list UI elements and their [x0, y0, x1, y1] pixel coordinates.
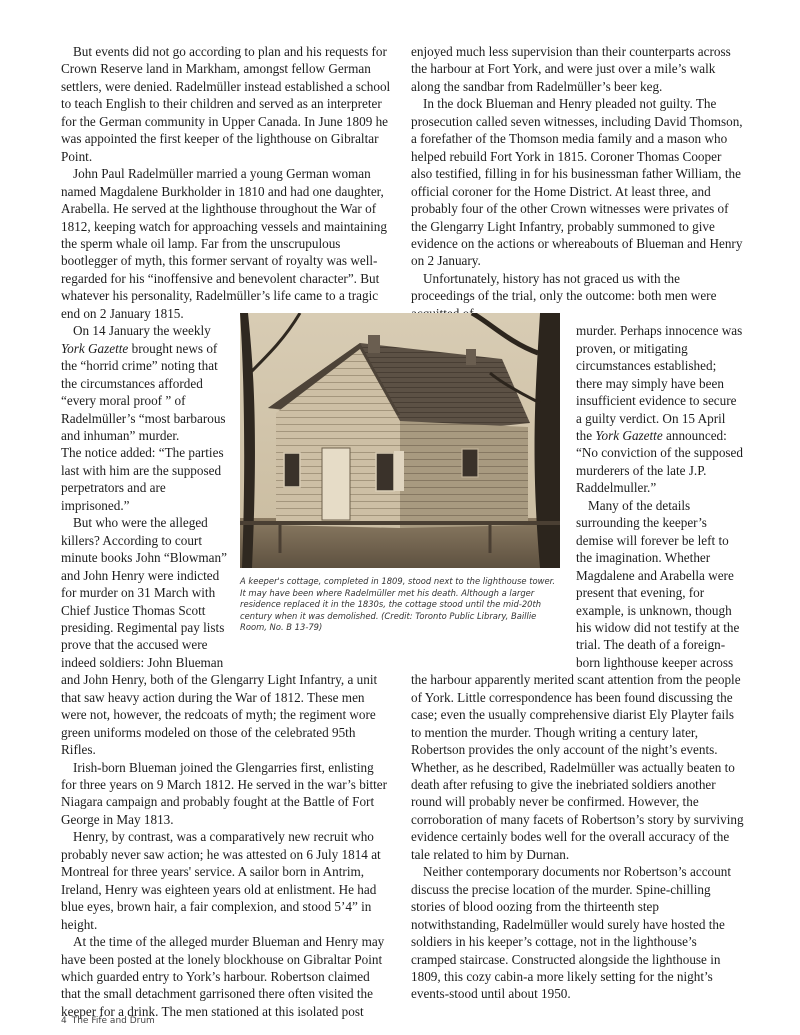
publication-name: The Fife and Drum [71, 1016, 155, 1026]
paragraph: At the time of the alleged murder Blueman and Henry may have been posted at the lonely blockhouse on Gibraltar Point which guarded entry to York’s harbour. Robertson claimed that the small detachment garrisoned there often visited the keeper for a drink. The men stationed at this isolated post [61, 934, 385, 1019]
cottage-photo [240, 313, 560, 568]
paragraph: Henry, by contrast, was a comparatively new recruit who probably never saw action; he was attested on 6 July 1814 at Montreal for three years' service. A sailor born in Antrim, Ireland, Henry was eighteen years old at enlistment. He had blue eyes, brown hair, a fair complexion, and stood 5’4” in height. [61, 829, 381, 932]
paragraph: On 14 January the weekly York Gazette brought news of the “horrid crime” noting that the circumstances afforded “every moral proof ” of Radelmüller’s “most barbarous and inhuman” murder. [61, 323, 226, 443]
paragraph: Irish-born Blueman joined the Glengarries first, enlisting for three years on 9 March 1812. He served in the war’s bitter Niagara campaign and probably fought at the Battle of Fort George in May 1813. [61, 759, 388, 827]
paragraph: the harbour apparently merited scant attention from the people of York. Little correspondence has been found discussing the case; even the usually comprehensive diarist Ely Playter fails to mention the murder. Though writing a century later, Robertson provides the only account of the night’s events. Whether, as he described, Radelmüller was actually beaten to death after refusing to give the inebriated soldiers another round will probably never be confirmed. However, the corroboration of many facets of Robertson’s story by surviving evidence certainly bodes well for the overall accuracy of the tale related to him by Durnan. [411, 672, 744, 862]
paragraph: Unfortunately, history has not graced us with the proceedings of the trial, only the outcome: both men were [411, 270, 717, 304]
page-number: 4 [61, 1016, 67, 1026]
newspaper-title: York Gazette [595, 427, 663, 443]
figure [240, 313, 560, 634]
wrap-block [61, 322, 233, 671]
paragraph: But who were the alleged killers? According to court minute books John “Blowman” and John Henry were indicted for murder on 31 March with Chief Justice Thomas Scott presiding. Regimental pay lists prove that the accused were indeed soldiers: John Blueman [61, 515, 227, 670]
paragraph: John Paul Radelmüller married a young German woman named Magdalene Burkholder in 1810 and had one daughter, Arabella. He served at the lighthouse throughout the War of 1812, keeping watch for approaching vessels and maintaining the sperm whale oil lamp. Far from the unscrupulous bootlegger of myth, this former servant of royalty was well-regarded for his “inoffensive and benevolent character”. But whatever his personality, Radelmüller’s life came to a tragic end on 2 January 1815. [61, 166, 387, 321]
page-footer [61, 1016, 160, 1026]
newspaper-title: York Gazette [61, 340, 129, 356]
paragraph: But events did not go according to plan and his requests for Crown Reserve land in Markham, amongst fellow German settlers, were denied. Radelmüller instead established a school to teach English to their children and served as an interpreter for the German community in Upper Canada. In June 1809 he was appointed the first keeper of the lighthouse on Gibraltar Point. [61, 44, 391, 164]
paragraph: enjoyed much less supervision than their counterparts across the harbour at Fort York, and were just over a mile’s walk along the sandbar from Radelmüller’s beer keg. [411, 44, 731, 94]
paragraph: In the dock Blueman and Henry pleaded not guilty. The prosecution called seven witnesses, including David Thomson, a forefather of the Thomson media family and a mason who helped rebuild Fort York in 1815. Coroner Thomas Cooper also testified, filling in for his businessman father William, the official coroner for the Home District. At least three, and probably four of the other Crown witnesses were privates of the Glengarry Light Infantry, probably summoned to give evidence on the actions or whereabouts of Blueman and Henry on 2 January. [411, 96, 743, 269]
paragraph: murder. Perhaps innocence was proven, or mitigating circumstances established; there may simply have been insufficient evidence to secure a guilty verdict. On 15 April the York Gazette announced: “No conviction of the supposed murderers of the late J.P. Raddelmuller.” [576, 323, 744, 496]
figure-caption: A keeper's cottage, completed in 1809, stood next to the lighthouse tower. It may have been where Radelmüller met his death. Although a larger residence replaced it in the 1830s, the cottage stood until the mid-20th century when it was demolished. (Credit: Toronto Public Library, Baillie Room, No. B 13-79) [240, 576, 555, 633]
paragraph: The notice added: “The parties last with him are the supposed perpetrators and are imprisoned.” [61, 445, 224, 513]
paragraph: and John Henry, both of the Glengarry Light Infantry, a unit that saw heavy action during the War of 1812. These men were not, however, the redcoats of myth; the regiment wore green uniforms modeled on those of the celebrated 95th Rifles. [61, 672, 378, 758]
paragraph: Neither contemporary documents nor Robertson’s account discuss the precise location of the murder. Spine-chilling stories of blood oozing from the thirteenth step notwithstanding, Radelmüller would surely have hosted the soldiers in his keeper’s cottage, not in the lighthouse’s cramped staircase. Constructed alongside the lighthouse in 1809, this cozy cabin-a more likely setting for the night’s events-stood until about 1950. [411, 864, 731, 1002]
paragraph: Many of the details surrounding the keeper’s demise will forever be left to the imagination. Whether Magdalene and Arabella were present that evening, for example, is unknown, though his widow did not testify at the trial. The death of a foreign-born lighthouse keeper across [576, 497, 740, 670]
wrap-block [576, 322, 744, 671]
